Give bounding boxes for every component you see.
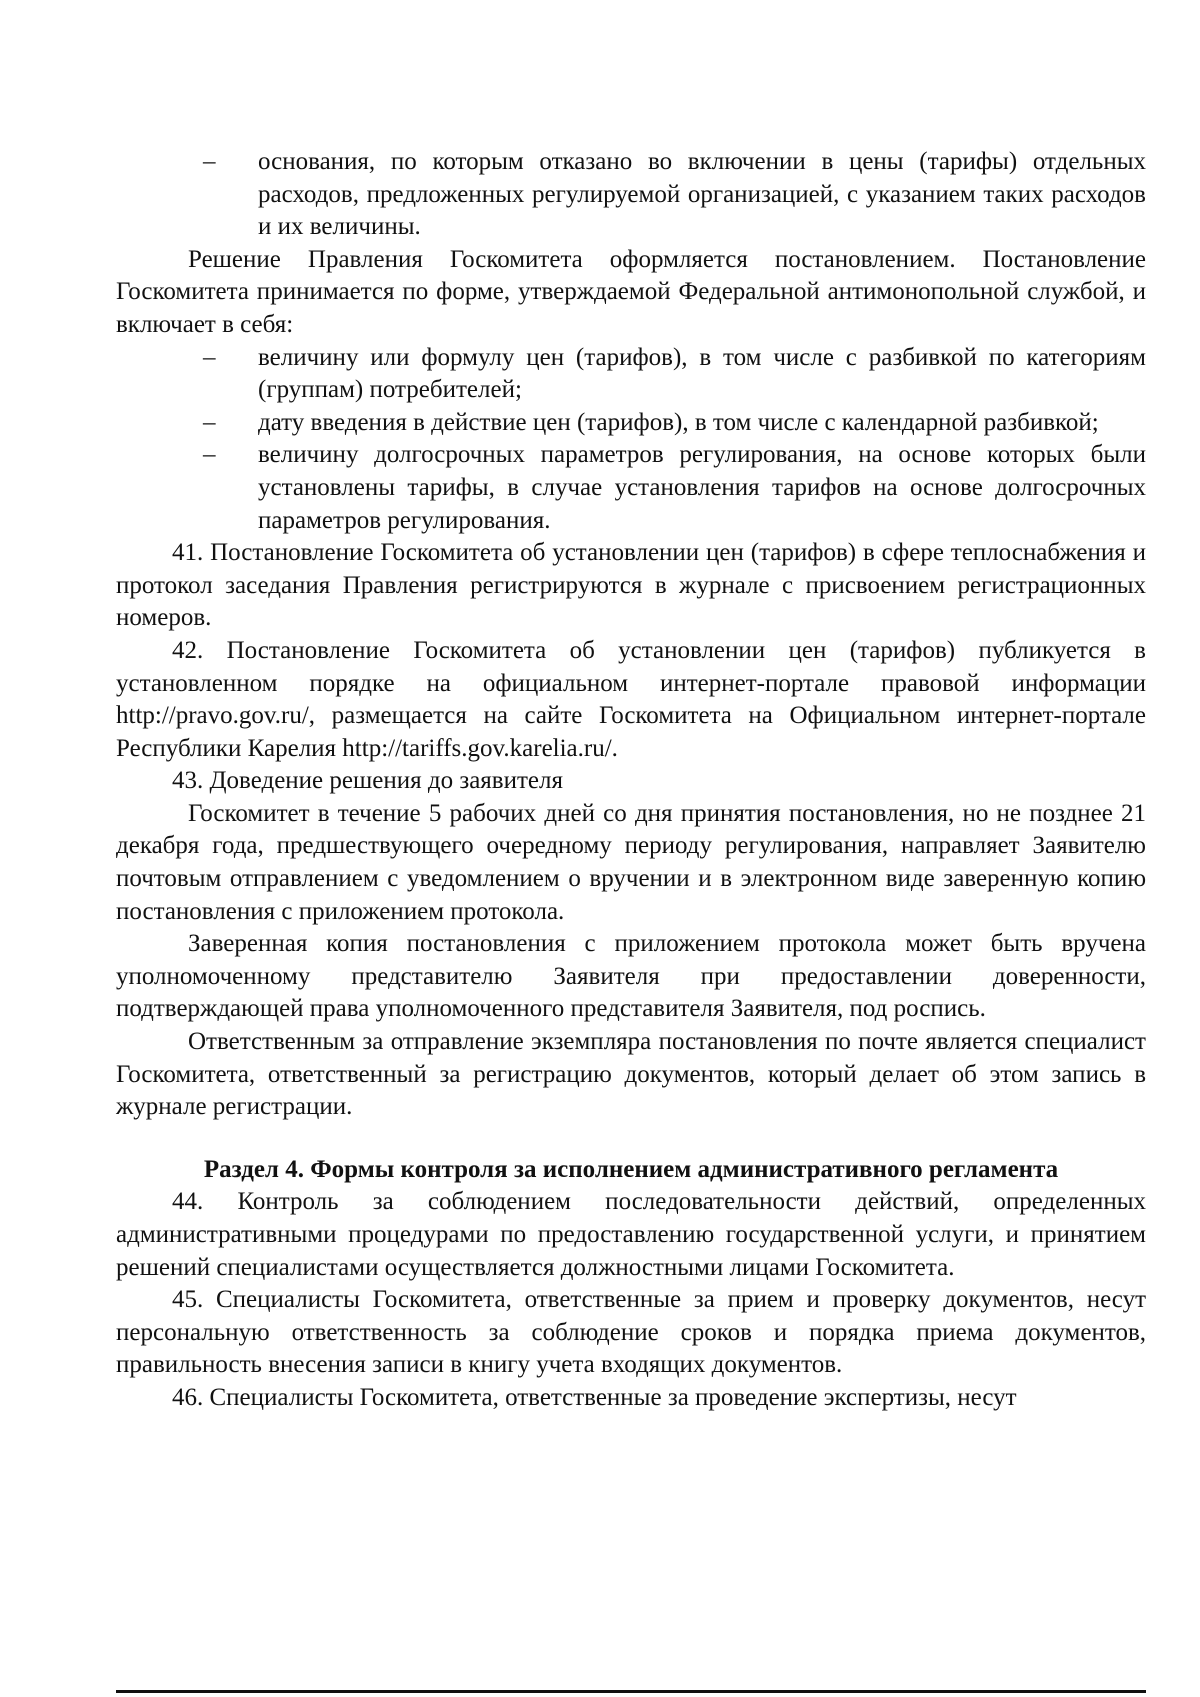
paragraph-42: 42. Постановление Госкомитета об установлении цен (тарифов) публикуется в установленном порядке на официальном интернет-портале правовой информации http://pravo.gov.ru/, размещается на сайте Госкомитета на Официальном интернет-портале Республики Карелия http://tariffs.gov.karelia.ru/.	[116, 636, 1146, 762]
paragraph-45: 45. Специалисты Госкомитета, ответственные за прием и проверку документов, несут персональную ответственность за соблюдение сроков и порядка приема документов, правильность внесения записи в книгу учета входящих документов.	[116, 1286, 1146, 1379]
list-item: – дату введения в действие цен (тарифов), в том числе с календарной разбивкой;	[258, 407, 1146, 440]
section-heading: Раздел 4. Формы контроля за исполнением административного регламента	[203, 1155, 1059, 1183]
paragraph-43: 43. Доведение решения до заявителя	[172, 767, 563, 795]
list-item: – величину долгосрочных параметров регулирования, на основе которых были установлены тарифы, в случае установления тарифов на основе долгосрочных параметров регулирования.	[258, 439, 1146, 537]
decision-contents-list	[116, 342, 1146, 538]
paragraph-43-delivery: Госкомитет в течение 5 рабочих дней со дня принятия постановления, но не позднее 21 декабря года, предшествующего очередному периоду регулирования, направляет Заявителю почтовым отправлением с уведомлением о вручении и в электронном виде заверенную копию постановления с приложением протокола.	[116, 799, 1146, 925]
footer-rule	[116, 1690, 1146, 1693]
document-body	[116, 146, 1146, 1415]
paragraph-43-handover: Заверенная копия постановления с приложением протокола может быть вручена уполномоченному представителю Заявителя при предоставлении доверенности, подтверждающей права уполномоченного представителя Заявителя, под роспись.	[116, 930, 1146, 1023]
list-item: – основания, по которым отказано во включении в цены (тарифы) отдельных расходов, предложенных регулируемой организацией, с указанием таких расходов и их величины.	[258, 146, 1146, 244]
list-item: – величину или формулу цен (тарифов), в том числе с разбивкой по категориям (группам) потребителей;	[258, 342, 1146, 407]
paragraph-46: 46. Специалисты Госкомитета, ответственные за проведение экспертизы, несут	[172, 1383, 1017, 1411]
paragraph-43-responsible: Ответственным за отправление экземпляра постановления по почте является специалист Госкомитета, ответственный за регистрацию документов, который делает об этом запись в журнале регистрации.	[116, 1028, 1146, 1121]
paragraph-decision: Решение Правления Госкомитета оформляется постановлением. Постановление Госкомитета принимается по форме, утверждаемой Федеральной антимонопольной службой, и включает в себя:	[116, 245, 1146, 338]
paragraph-41: 41. Постановление Госкомитета об установлении цен (тарифов) в сфере теплоснабжения и протокол заседания Правления регистрируются в журнале с присвоением регистрационных номеров.	[116, 539, 1146, 632]
refusal-list	[116, 146, 1146, 244]
paragraph-44: 44. Контроль за соблюдением последовательности действий, определенных административными процедурами по предоставлению государственной услуги, и принятием решений специалистами осуществляется должностными лицами Госкомитета.	[116, 1188, 1146, 1281]
